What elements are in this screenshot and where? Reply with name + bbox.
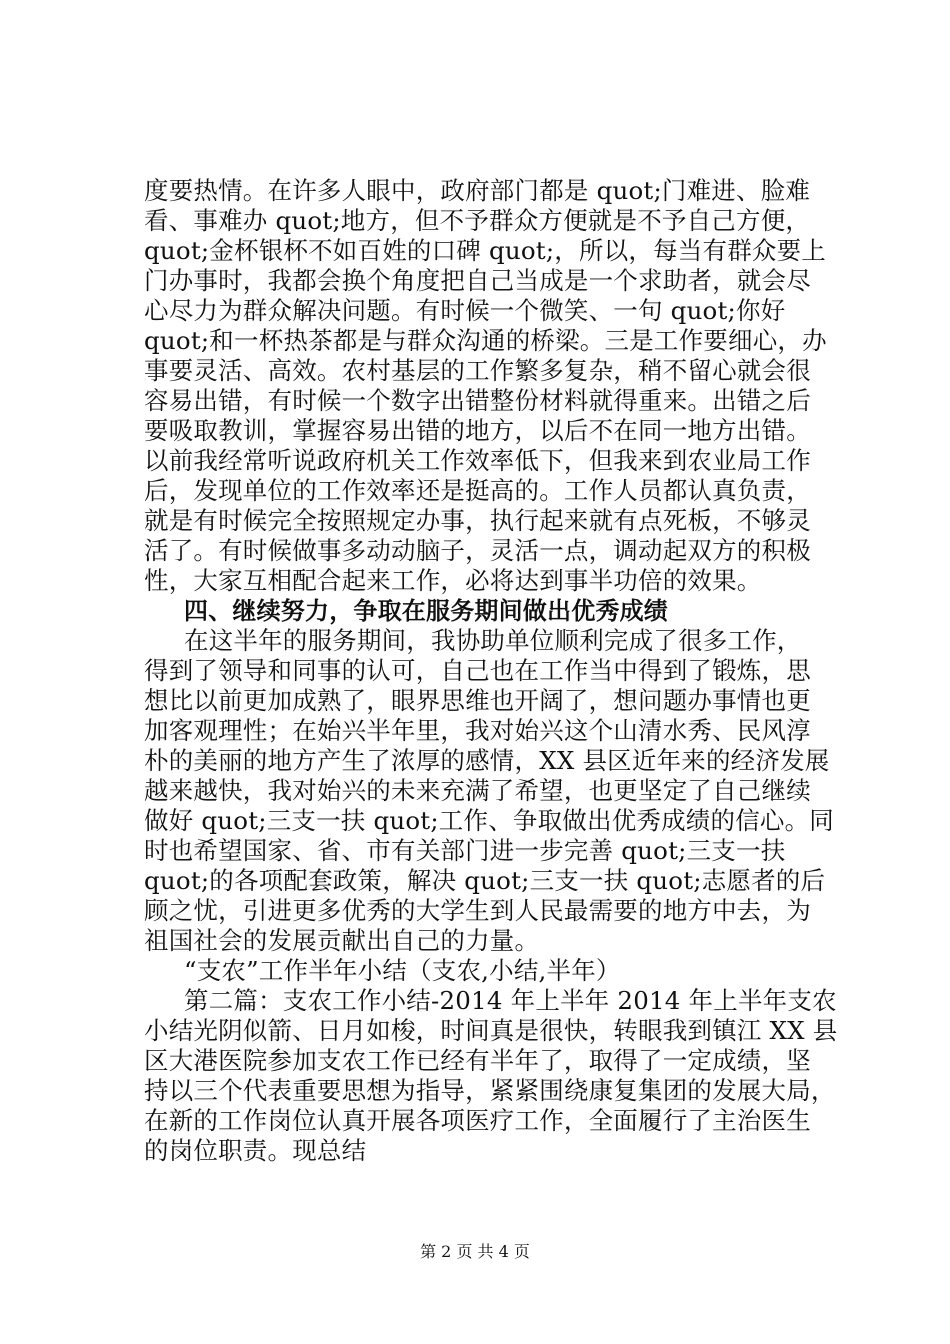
paragraph-line: 在这半年的服务期间，我协助单位顺利完成了很多工作， <box>184 626 802 655</box>
paragraph-line: 以前我经常听说政府机关工作效率低下，但我来到农业局工作 <box>144 446 811 475</box>
paragraph-line: 要吸取教训，掌握容易出错的地方，以后不在同一地方出错。 <box>144 416 811 445</box>
paragraph-line: 第二篇：支农工作小结-2014 年上半年 2014 年上半年支农 <box>184 986 837 1015</box>
section-heading: 四、继续努力，争取在服务期间做出优秀成绩 <box>184 597 668 625</box>
paragraph-line: 事要灵活、高效。农村基层的工作繁多复杂，稍不留心就会很 <box>144 356 811 385</box>
paragraph-line: 祖国社会的发展贡献出自己的力量。 <box>144 926 540 955</box>
paragraph-line: 后，发现单位的工作效率还是挺高的。工作人员都认真负责， <box>144 476 811 505</box>
paragraph-line: quot;和一杯热茶都是与群众沟通的桥梁。三是工作要细心，办 <box>144 326 827 355</box>
paragraph-line: quot;金杯银杯不如百姓的口碑 quot;，所以，每当有群众要上 <box>144 236 827 265</box>
paragraph-line: 度要热情。在许多人眼中，政府部门都是 quot;门难进、脸难 <box>144 176 811 205</box>
paragraph-line: 得到了领导和同事的认可，自己也在工作当中得到了锻炼，思 <box>144 656 811 685</box>
paragraph-line: 越来越快，我对始兴的未来充满了希望，也更坚定了自己继续 <box>144 776 811 805</box>
paragraph-line: 的岗位职责。现总结 <box>144 1136 367 1165</box>
paragraph-line: quot;的各项配套政策，解决 quot;三支一扶 quot;志愿者的后 <box>144 866 826 895</box>
paragraph-line: 做好 quot;三支一扶 quot;工作、争取做出优秀成绩的信心。同 <box>144 806 834 835</box>
paragraph-line: 朴的美丽的地方产生了浓厚的感情，XX 县区近年来的经济发展 <box>144 746 830 775</box>
paragraph-line: 顾之忧，引进更多优秀的大学生到人民最需要的地方中去，为 <box>144 896 811 925</box>
paragraph-line: 持以三个代表重要思想为指导，紧紧围绕康复集团的发展大局， <box>144 1076 836 1105</box>
subtitle-line: “支农”工作半年小结（支农,小结,半年） <box>184 956 621 985</box>
paragraph-line: 想比以前更加成熟了，眼界思维也开阔了，想问题办事情也更 <box>144 686 811 715</box>
paragraph-line: 就是有时候完全按照规定办事，执行起来就有点死板，不够灵 <box>144 506 811 535</box>
paragraph-line: 门办事时，我都会换个角度把自己当成是一个求助者，就会尽 <box>144 266 811 295</box>
paragraph-line: 区大港医院参加支农工作已经有半年了，取得了一定成绩，坚 <box>144 1046 811 1075</box>
paragraph-line: 加客观理性；在始兴半年里，我对始兴这个山清水秀、民风淳 <box>144 716 811 745</box>
paragraph-line: 在新的工作岗位认真开展各项医疗工作，全面履行了主治医生 <box>144 1106 811 1135</box>
paragraph-line: 容易出错，有时候一个数字出错整份材料就得重来。出错之后 <box>144 386 811 415</box>
paragraph-line: 看、事难办 quot;地方，但不予群众方便就是不予自己方便， <box>144 206 811 235</box>
paragraph-line: 性，大家互相配合起来工作，必将达到事半功倍的效果。 <box>144 566 762 595</box>
paragraph-line: 小结光阴似箭、日月如梭，时间真是很快，转眼我到镇江 XX 县 <box>144 1016 838 1045</box>
paragraph-line: 心尽力为群众解决问题。有时候一个微笑、一句 quot;你好 <box>144 296 786 325</box>
paragraph-line: 活了。有时候做事多动动脑子，灵活一点，调动起双方的积极 <box>144 536 811 565</box>
paragraph-line: 时也希望国家、省、市有关部门进一步完善 quot;三支一扶 <box>144 836 786 865</box>
page-number-footer: 第 2 页 共 4 页 <box>420 1242 530 1261</box>
